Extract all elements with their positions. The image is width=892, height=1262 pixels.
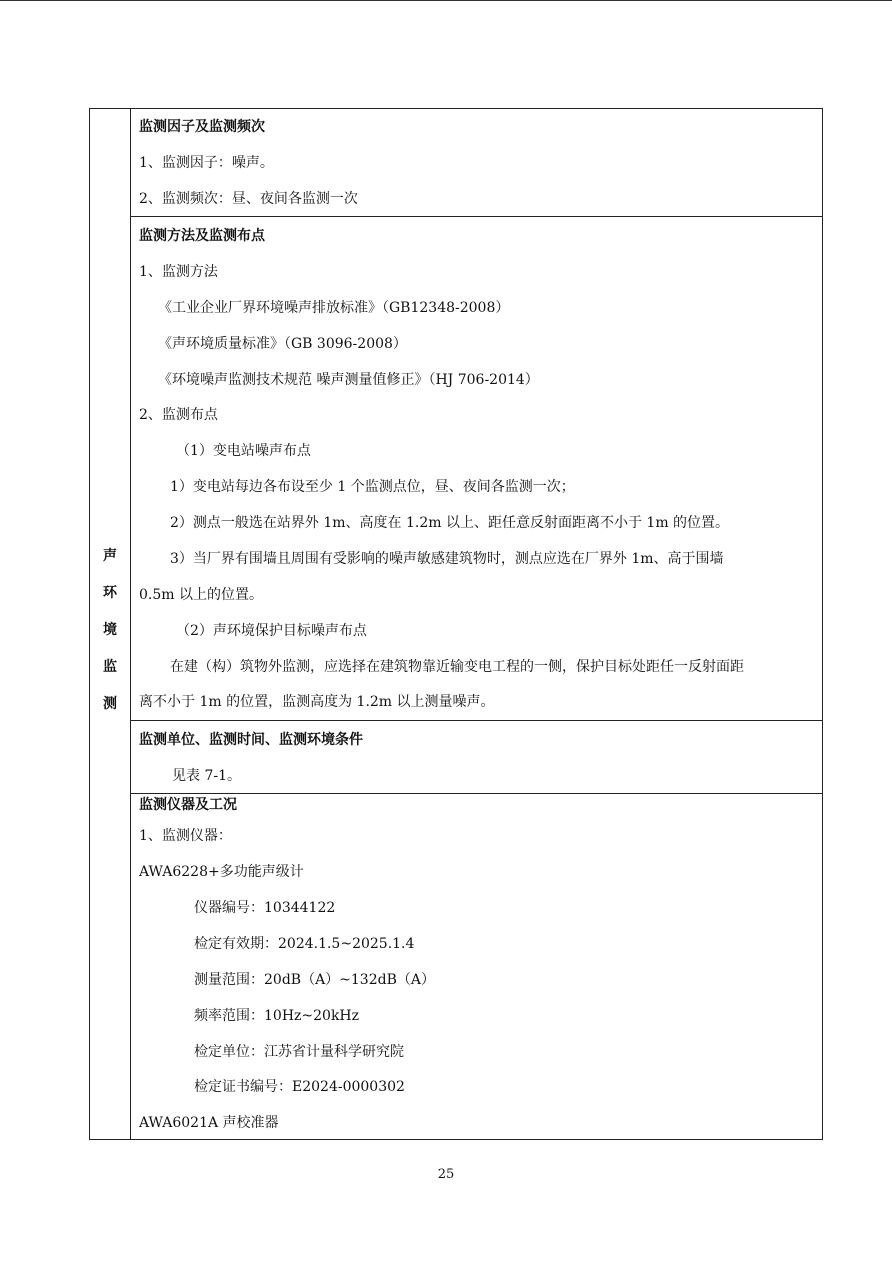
text-line: 检定单位：江苏省计量科学研究院 [194, 1044, 404, 1060]
text-line: （1）变电站噪声布点 [176, 443, 311, 459]
row-divider [131, 720, 823, 721]
text-line: 检定证书编号：E2024-0000302 [194, 1079, 405, 1095]
text-line: 2）测点一般选在站界外 1m、高度在 1.2m 以上、距任意反射面距离不小于 1m 的位置。 [170, 515, 730, 531]
section-heading: 监测方法及监测布点 [139, 228, 265, 244]
section-heading: 监测仪器及工况 [139, 797, 237, 813]
text-line: 2、监测频次：昼、夜间各监测一次 [139, 191, 358, 207]
text-line: （2）声环境保护目标噪声布点 [176, 623, 367, 639]
section-heading: 监测因子及监测频次 [139, 119, 265, 135]
text-line: AWA6021A 声校准器 [139, 1115, 279, 1131]
section-label-char: 环 [103, 585, 117, 601]
text-line: 1）变电站每边各布设至少 1 个监测点位，昼、夜间各监测一次； [170, 479, 575, 495]
row-divider [131, 216, 823, 217]
top-rule [0, 0, 892, 1]
text-line: 1、监测仪器： [139, 828, 232, 844]
text-line: 检定有效期：2024.1.5~2025.1.4 [194, 936, 415, 952]
text-line: 《环境噪声监测技术规范 噪声测量值修正》（HJ 706-2014） [158, 372, 539, 388]
text-line: 《声环境质量标准》（GB 3096-2008） [158, 336, 407, 352]
text-line: 2、监测布点 [139, 407, 218, 423]
section-label-char: 测 [103, 696, 117, 712]
section-label-char: 监 [103, 659, 117, 675]
text-line: 在建（构）筑物外监测，应选择在建筑物靠近输变电工程的一侧，保护目标处距任一反射面距 [170, 659, 744, 675]
text-line: 1、监测方法 [139, 264, 218, 280]
text-line: 离不小于 1m 的位置，监测高度为 1.2m 以上测量噪声。 [139, 694, 495, 710]
section-label-char: 境 [103, 622, 117, 638]
text-line: 1、监测因子：噪声。 [139, 155, 274, 171]
row-divider [131, 793, 823, 794]
section-heading: 监测单位、监测时间、监测环境条件 [139, 732, 363, 748]
text-line: 3）当厂界有围墙且周围有受影响的噪声敏感建筑物时，测点应选在厂界外 1m、高于围墙 [170, 551, 724, 567]
text-line: AWA6228+多功能声级计 [139, 864, 304, 880]
section-label-char: 声 [103, 548, 117, 564]
text-line: 频率范围：10Hz~20kHz [194, 1008, 360, 1024]
text-line: 仪器编号：10344122 [194, 900, 336, 916]
text-line: 《工业企业厂界环境噪声排放标准》（GB12348-2008） [158, 300, 510, 316]
page-number: 25 [437, 1167, 455, 1182]
text-line: 0.5m 以上的位置。 [139, 587, 263, 603]
section-vertical-label [89, 538, 131, 723]
text-line: 测量范围：20dB（A）~132dB（A） [194, 972, 435, 988]
text-line: 见表 7-1。 [172, 768, 241, 784]
